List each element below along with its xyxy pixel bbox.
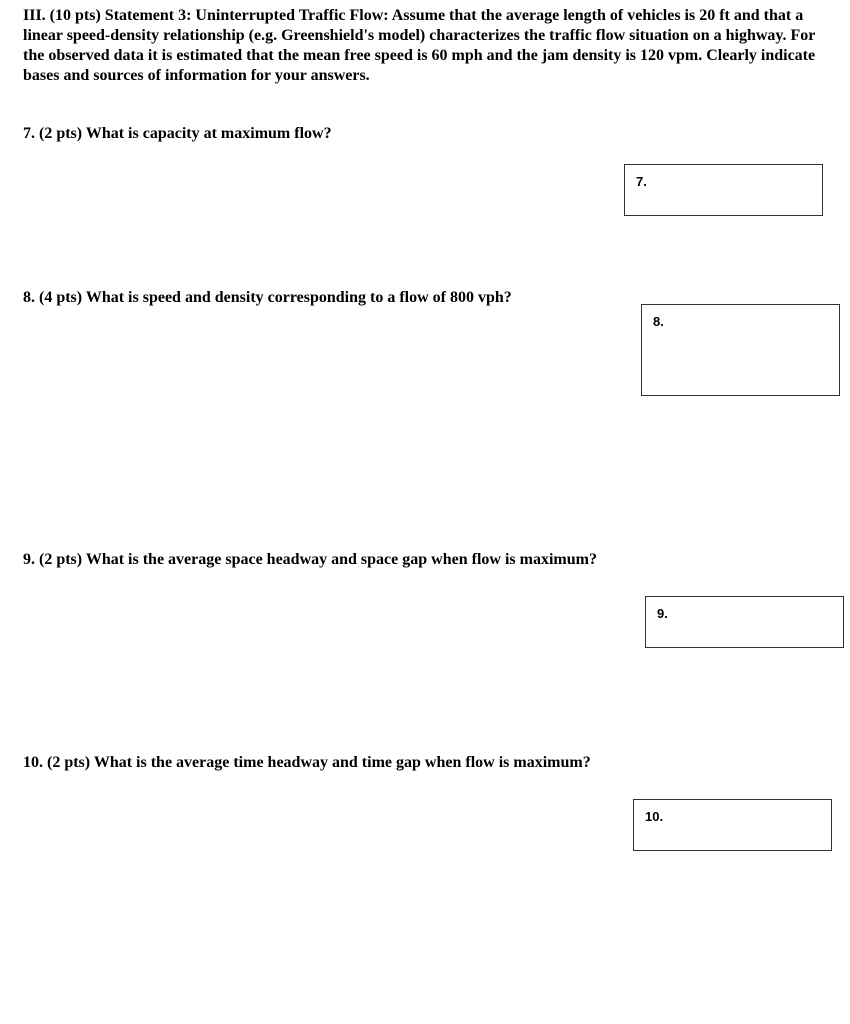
problem-statement: III. (10 pts) Statement 3: Uninterrupted Traffic Flow: Assume that the average length of vehicles is 20 ft and that a linear speed-density relationship (e.g. Greenshield's model) characterizes the traffic flow situation on a highway. For the observed data it is estimated that the mean free speed is 60 mph and the jam density is 120 vpm. Clearly indicate bases and sources of information for your answers. bbox=[23, 7, 816, 84]
answer-label-8: 8. bbox=[653, 314, 664, 329]
answer-box-10[interactable] bbox=[633, 799, 832, 851]
answer-label-7: 7. bbox=[636, 174, 647, 189]
answer-label-10: 10. bbox=[645, 809, 664, 824]
question-9: 9. (2 pts) What is the average space headway and space gap when flow is maximum? bbox=[23, 551, 597, 568]
question-8: 8. (4 pts) What is speed and density corresponding to a flow of 800 vph? bbox=[23, 289, 512, 306]
question-7: 7. (2 pts) What is capacity at maximum flow? bbox=[23, 125, 332, 142]
answer-box-7[interactable] bbox=[624, 164, 823, 216]
answer-box-9[interactable] bbox=[645, 596, 844, 648]
answer-label-9: 9. bbox=[657, 606, 668, 621]
answer-box-8[interactable] bbox=[641, 304, 840, 396]
question-10: 10. (2 pts) What is the average time headway and time gap when flow is maximum? bbox=[23, 754, 591, 771]
